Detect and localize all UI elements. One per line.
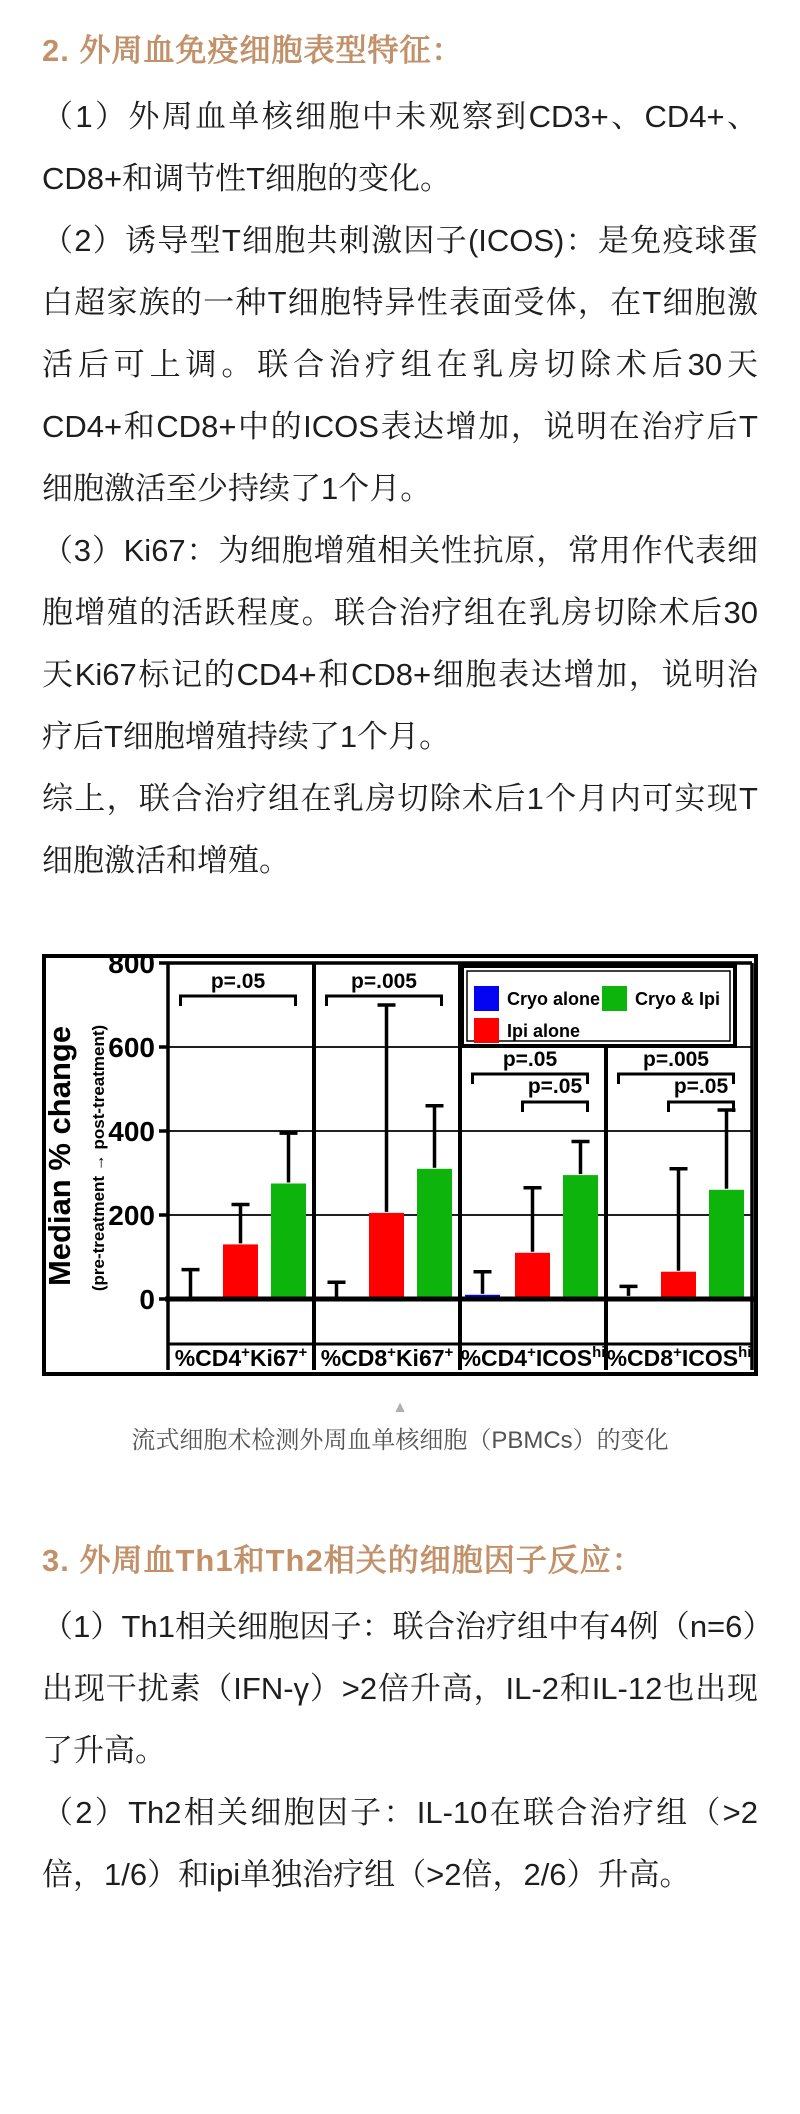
bar-ipi-alone — [661, 1272, 696, 1299]
section-2-paragraph-1: （1）外周血单核细胞中未观察到CD3+、CD4+、CD8+和调节性T细胞的变化。 — [42, 99, 758, 196]
y-tick-label: 400 — [108, 1116, 155, 1147]
legend-swatch-cryo-ipi — [602, 986, 627, 1011]
y-axis-label: Median % change — [42, 1025, 77, 1287]
p-value-label: p=.005 — [351, 970, 417, 993]
section-2-paragraph-3: （3）Ki67：为细胞增殖相关性抗原，常用作代表细胞增殖的活跃程度。联合治疗组在乳房切除术后30天Ki67标记的CD4+和CD8+细胞表达增加，说明治疗后T细胞增殖持续了1个月。 — [42, 533, 758, 754]
section-2-paragraph-summary: 综上，联合治疗组在乳房切除术后1个月内可实现T细胞激活和增殖。 — [42, 781, 758, 878]
legend-label: Cryo alone — [507, 989, 601, 1009]
y-tick-label: 0 — [139, 1284, 155, 1315]
section-3-heading: 3. 外周血Th1和Th2相关的细胞因子反应： — [42, 1543, 644, 1578]
y-tick-label: 600 — [108, 1032, 155, 1063]
pbmc-bar-chart — [42, 954, 758, 1376]
x-category-label: %CD4+Ki67+ — [174, 1344, 308, 1371]
bar-cryo-ipi — [563, 1175, 598, 1299]
x-category-label: $\%CD8^+ICOS^{hi}$ — [606, 1344, 752, 1371]
section-3-paragraph-1: （1）Th1相关细胞因子：联合治疗组中有4例（n=6）出现干扰素（IFN-γ）>2倍升高，IL-2和IL-12也出现了升高。 — [42, 1609, 758, 1768]
legend-swatch-ipi-alone — [474, 1018, 499, 1043]
legend-swatch-cryo-alone — [474, 986, 499, 1011]
figure-caption: 流式细胞术检测外周血单核细胞（PBMCs）的变化 — [131, 1427, 669, 1454]
section-2-heading: 2. 外周血免疫细胞表型特征： — [42, 33, 464, 68]
p-value-label: p=.05 — [673, 1075, 729, 1098]
p-value-label: p=.005 — [643, 1048, 709, 1071]
section-3-paragraph-2: （2）Th2相关细胞因子：IL-10在联合治疗组（>2倍，1/6）和ipi单独治疗组（>2倍，2/6）升高。 — [42, 1795, 758, 1892]
pbmc-flow-cytometry-chart — [42, 954, 758, 1376]
triangle-up-icon: ▲ — [392, 1399, 408, 1416]
y-axis-sublabel: (pre-treatment → post-treatment) — [89, 1024, 108, 1292]
p-value-label: p=.05 — [527, 1075, 583, 1098]
p-value-label: p=.05 — [502, 1048, 558, 1071]
bar-ipi-alone — [369, 1213, 404, 1299]
x-category-label: %CD8+Ki67+ — [320, 1344, 454, 1371]
x-category-label: $\%CD4^+ICOS^{hi}$ — [460, 1344, 606, 1371]
bar-cryo-ipi — [709, 1190, 744, 1299]
bar-cryo-ipi — [417, 1169, 452, 1299]
legend-label: Ipi alone — [507, 1021, 581, 1041]
p-value-label: p=.05 — [210, 970, 266, 993]
section-2-paragraph-2: （2）诱导型T细胞共刺激因子(ICOS)：是免疫球蛋白超家族的一种T细胞特异性表面受体，在T细胞激活后可上调。联合治疗组在乳房切除术后30天CD4+和CD8+中的ICOS表达增加，说明在治疗后T细胞激活至少持续了1个月。 — [42, 223, 758, 506]
y-tick-label: 200 — [108, 1200, 155, 1231]
bar-cryo-ipi — [271, 1184, 306, 1300]
bar-ipi-alone — [515, 1253, 550, 1299]
y-tick-label: 800 — [108, 954, 155, 979]
legend-label: Cryo & Ipi — [635, 989, 721, 1009]
pbmc-figure — [42, 954, 758, 1376]
bar-ipi-alone — [223, 1244, 258, 1299]
